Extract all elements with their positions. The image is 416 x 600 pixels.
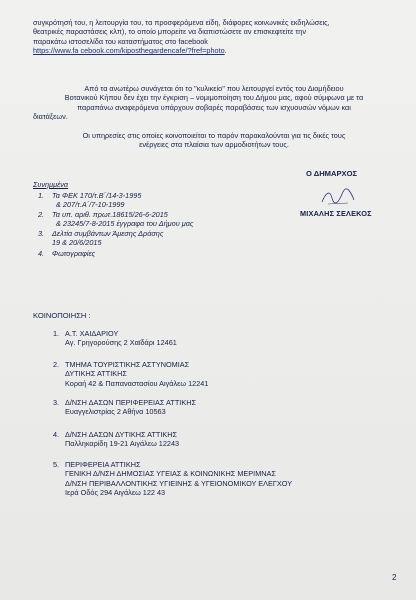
cc-number: 5. (53, 460, 60, 469)
cc-number: 3. (53, 398, 60, 407)
paragraph-3 (33, 131, 395, 150)
cc-line: Αγ. Γρηγορούσης 2 Χαϊδάρι 12461 (65, 338, 177, 348)
attachment-number: 4. (38, 249, 45, 259)
mayor-name: ΜΙΧΑΛΗΣ ΣΕΛΕΚΟΣ (300, 209, 372, 218)
cc-line: Δ/ΝΣΗ ΠΕΡΙΒΑΛΛΟΝΤΙΚΗΣ ΥΓΙΕΙΝΗΣ & ΥΓΕΙΟΝΟΜΙΚΟΥ ΕΛΕΓΧΟΥ (65, 478, 293, 488)
cc-line: Δ/ΝΣΗ ΔΑΣΩΝ ΠΕΡΙΦΕΡΕΙΑΣ ΑΤΤΙΚΗΣ (65, 398, 196, 407)
intro-line: θεατρικές παραστάσεις κλπ), το οποίο μπορείτε να διαπιστώσετε αν επισκεφτείτε την (33, 27, 306, 37)
attachment-number: 2. (38, 209, 45, 219)
attachment-line: & 23245/7-8-2015 έγγραφα του Δήμου μας (56, 219, 194, 229)
paragraph-line: παραπάνω αναφερόμενα υπάρχουν σοβαρές παραβάσεις των ισχυουσών νόμων και (77, 102, 351, 112)
cc-item (53, 430, 383, 449)
intro-link-line (33, 46, 393, 55)
cc-line: ΓΕΝΙΚΗ Δ/ΝΣΗ ΔΗΜΟΣΙΑΣ ΥΓΕΙΑΣ & ΚΟΙΝΩΝΙΚΗΣ ΜΕΡΙΜΝΑΣ (65, 469, 276, 479)
cc-item (53, 329, 383, 348)
cc-item (53, 360, 383, 388)
cc-number: 4. (53, 430, 60, 439)
mayor-title: Ο ΔΗΜΑΡΧΟΣ (306, 169, 358, 178)
paragraph-2 (33, 84, 395, 122)
attachment-line: Τα ΦΕΚ 170/τ.Β΄/14-3-1995 (52, 191, 142, 200)
attachment-line: Τα υπ. αριθ. πρωτ.18615/26-6-2015 (52, 209, 168, 219)
attachment-item (38, 191, 298, 210)
attachment-number: 3. (38, 228, 45, 238)
cc-line: ΤΜΗΜΑ ΤΟΥΡΙΣΤΙΚΗΣ ΑΣΤΥΝΟΜΙΑΣ (65, 360, 190, 369)
handwritten-signature (318, 186, 358, 208)
attachment-line: & 207/τ.Α΄/7-10-1999 (56, 200, 125, 210)
attachment-item (38, 229, 298, 248)
intro-line: συγκρότησή του, η λειτουργία του, τα προσφερόμενα είδη, διάφορες κοινωνικές εκδηλώσεις, (33, 18, 330, 27)
cc-line: Ευαγγελιστρίας 2 Αθήνα 10563 (65, 407, 166, 417)
attachment-item (38, 210, 298, 229)
attachments-label: Συνημμένα (33, 180, 69, 189)
cc-item (53, 460, 383, 498)
cc-line: Δ/ΝΣΗ ΔΑΣΩΝ ΔΥΤΙΚΗΣ ΑΤΤΙΚΗΣ (65, 430, 178, 439)
attachment-number: 1. (38, 191, 45, 200)
paragraph-line: Από τα ανωτέρω συνάγεται ότι το "κυλικείο" που λειτουργεί εντός του Διομήδειου (84, 84, 344, 93)
cc-number: 1. (53, 329, 60, 338)
cc-label: ΚΟΙΝΟΠΟΙΗΣΗ : (33, 311, 91, 320)
cc-line: ΠΕΡΙΦΕΡΕΙΑ ΑΤΤΙΚΗΣ (65, 460, 141, 469)
cc-item (53, 398, 383, 417)
attachment-line: Φωτογραφίες (52, 249, 96, 259)
facebook-link[interactable]: https://www.fa cebook.com/kiposthegardencafe/?fref=photo (33, 46, 225, 56)
cc-line: ΔΥΤΙΚΗΣ ΑΤΤΙΚΗΣ (65, 369, 127, 379)
intro-line: παρακάτω ιστοσελίδα του καταστήματος στο facebook (33, 36, 208, 46)
attachment-item (38, 249, 298, 258)
cc-line: Α.Τ. ΧΑΙΔΑΡΙΟΥ (65, 329, 119, 338)
paragraph-line: ενέργειες στα πλαίσια των αρμοδιοτήτων τους. (139, 140, 289, 150)
attachment-line: 19 & 20/6/2015 (52, 238, 102, 248)
paragraph-line: διατάξεων. (33, 112, 68, 122)
attachment-line: Δελτία συμβάντων Άμεσης Δράσης (52, 228, 164, 238)
attachments-list (38, 191, 298, 259)
cc-line: Παλληκαρίδη 19-21 Αιγάλεω 12243 (65, 439, 180, 449)
cc-number: 2. (53, 360, 60, 369)
paragraph-line: Βοτανικού Κήπου δεν έχει την έγκριση – νομιμοποίηση του Δήμου μας, αφού σύμφωνα με τα (64, 93, 364, 103)
link-tail: . (224, 46, 227, 56)
cc-line: Ιερά Οδός 294 Αιγάλεω 122 43 (65, 488, 166, 498)
intro-paragraph (33, 18, 393, 56)
cc-line: Κοραή 42 & Παπαναστασίου Αιγάλεω 12241 (65, 378, 209, 388)
page-number: 2 (392, 573, 397, 582)
paragraph-line: Οι υπηρεσίες στις οποίες κοινοποιείται το παρόν παρακαλούνται για τις δικές τους (82, 131, 346, 140)
